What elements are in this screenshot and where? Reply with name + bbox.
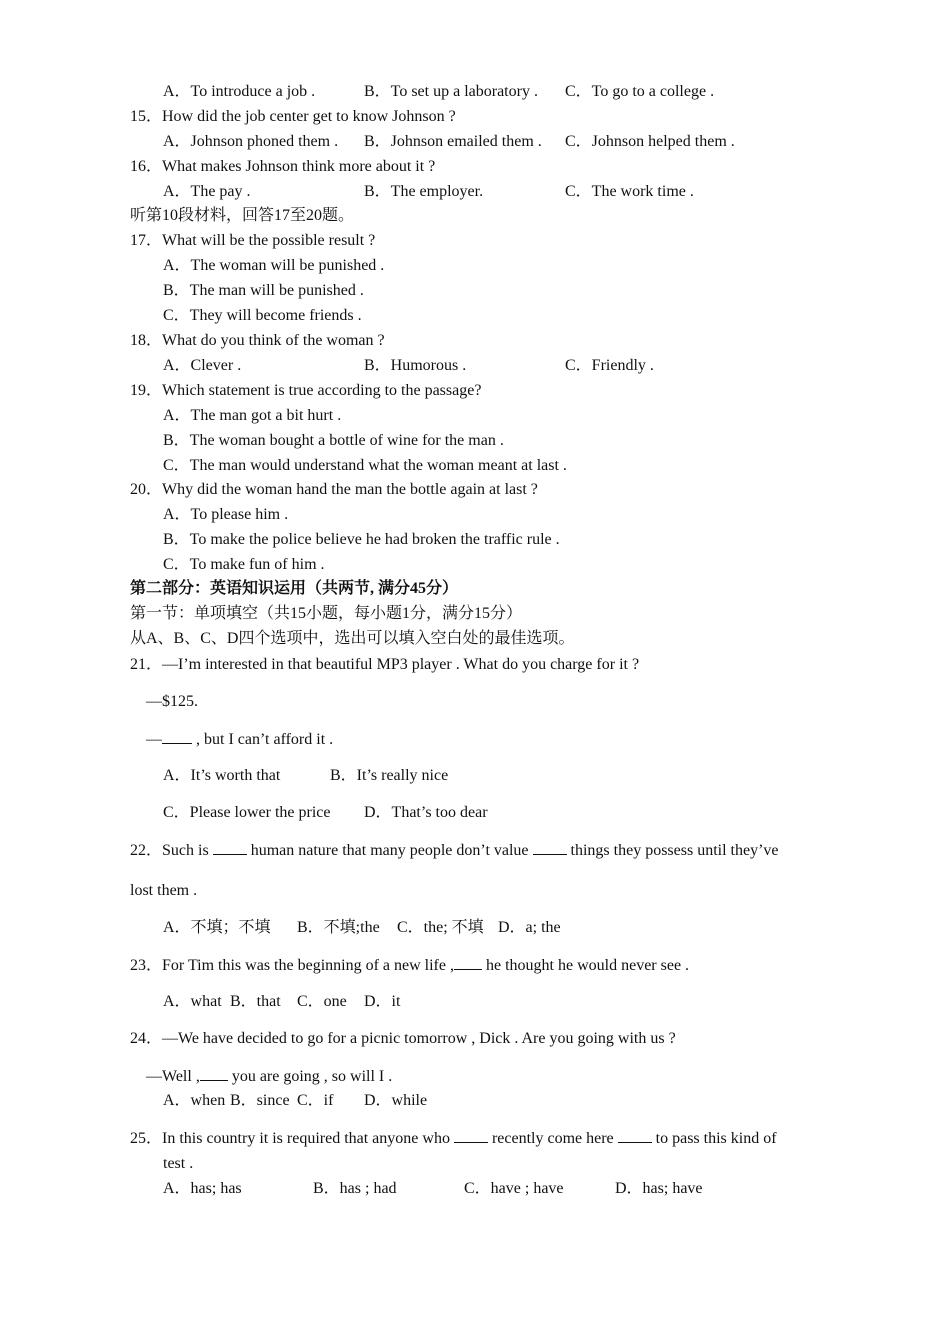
answer-blank	[213, 840, 247, 855]
q19-option-b: B．The woman bought a bottle of wine for the man .	[163, 432, 504, 449]
q20-option-a: A．To please him .	[163, 506, 289, 523]
q15-stem: 15．How did the job center get to know Johnson ?	[130, 108, 456, 125]
q19-stem: 19．Which statement is true according to the passage?	[130, 382, 482, 399]
q17-stem: 17．What will be the possible result ?	[130, 232, 376, 249]
q18-stem: 18．What do you think of the woman ?	[130, 332, 385, 349]
q21-reply-1: —$125.	[146, 693, 198, 710]
answer-blank	[533, 840, 567, 855]
q24-option-c: C．if	[297, 1092, 334, 1109]
q16-option-a: A．The pay .	[163, 183, 251, 200]
q20-option-b: B．To make the police believe he had broken the traffic rule .	[163, 531, 560, 548]
q16-option-c: C．The work time .	[565, 183, 694, 200]
q16-stem: 16．What makes Johnson think more about it ?	[130, 158, 436, 175]
q22-option-d: D．a; the	[498, 919, 561, 936]
q25-option-c: C．have ; have	[464, 1180, 564, 1197]
q16-option-b: B．The employer.	[364, 183, 484, 200]
section-10-heading: 听第10段材料，回答17至20题。	[130, 207, 355, 224]
answer-blank	[200, 1066, 228, 1081]
q22-option-b: B．不填;the	[297, 919, 380, 936]
q21-option-c: C．Please lower the price	[163, 804, 331, 821]
answer-blank	[454, 955, 482, 970]
q24-option-b: B．since	[230, 1092, 290, 1109]
q21-option-b: B．It’s really nice	[330, 767, 449, 784]
q23-option-b: B．that	[230, 993, 281, 1010]
part-2-instruction: 从A、B、C、D四个选项中，选出可以填入空白处的最佳选项。	[130, 630, 575, 647]
q25-stem-continued: test .	[163, 1155, 194, 1172]
q24-option-a: A．when	[163, 1092, 226, 1109]
q24-reply: —Well , you are going , so will I .	[146, 1068, 393, 1085]
q21-option-a: A．It’s worth that	[163, 767, 281, 784]
q17-option-c: C．They will become friends .	[163, 307, 362, 324]
q17-option-a: A．The woman will be punished .	[163, 257, 385, 274]
q19-option-c: C．The man would understand what the woman meant at last .	[163, 457, 567, 474]
q23-stem: 23．For Tim this was the beginning of a new life , he thought he would never see .	[130, 957, 690, 974]
q24-stem: 24．—We have decided to go for a picnic tomorrow , Dick . Are you going with us ?	[130, 1030, 676, 1047]
q14-option-b: B．To set up a laboratory .	[364, 83, 538, 100]
q22-option-c: C．the; 不填	[397, 919, 484, 936]
q18-option-a: A．Clever .	[163, 357, 242, 374]
part-2-title: 第二部分：英语知识运用（共两节, 满分45分）	[130, 580, 459, 597]
answer-blank	[618, 1128, 652, 1143]
q23-option-c: C．one	[297, 993, 347, 1010]
q21-stem: 21．—I’m interested in that beautiful MP3 player . What do you charge for it ?	[130, 656, 640, 673]
answer-blank	[162, 729, 192, 744]
q14-option-a: A．To introduce a job .	[163, 83, 316, 100]
part-2-section-1: 第一节：单项填空（共15小题，每小题1分，满分15分）	[130, 605, 523, 622]
q15-option-c: C．Johnson helped them .	[565, 133, 735, 150]
q21-reply-2: — , but I can’t afford it .	[146, 731, 334, 748]
q18-option-c: C．Friendly .	[565, 357, 654, 374]
q20-stem: 20．Why did the woman hand the man the bottle again at last ?	[130, 481, 538, 498]
q20-option-c: C．To make fun of him .	[163, 556, 325, 573]
q15-option-b: B．Johnson emailed them .	[364, 133, 542, 150]
q17-option-b: B．The man will be punished .	[163, 282, 364, 299]
q25-option-a: A．has; has	[163, 1180, 242, 1197]
q22-option-a: A．不填；不填	[163, 919, 271, 936]
q21-option-d: D．That’s too dear	[364, 804, 488, 821]
q25-stem: 25．In this country it is required that anyone who recently come here to pass this kind of	[130, 1130, 777, 1147]
q25-option-b: B．has ; had	[313, 1180, 397, 1197]
q25-option-d: D．has; have	[615, 1180, 703, 1197]
q23-option-d: D．it	[364, 993, 401, 1010]
q23-option-a: A．what	[163, 993, 222, 1010]
q18-option-b: B．Humorous .	[364, 357, 467, 374]
q22-stem-continued: lost them .	[130, 882, 198, 899]
q19-option-a: A．The man got a bit hurt .	[163, 407, 342, 424]
q22-stem: 22．Such is human nature that many people don’t value things they possess until they’ve	[130, 842, 779, 859]
q14-option-c: C．To go to a college .	[565, 83, 715, 100]
q24-option-d: D．while	[364, 1092, 428, 1109]
answer-blank	[454, 1128, 488, 1143]
q15-option-a: A．Johnson phoned them .	[163, 133, 339, 150]
